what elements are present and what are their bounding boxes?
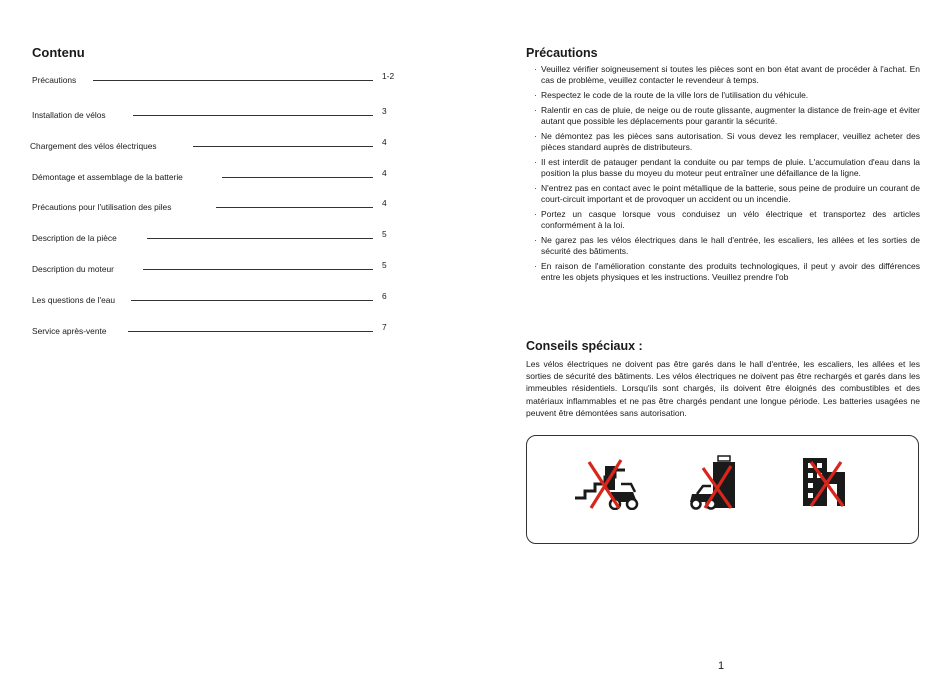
- precaution-item: [526, 157, 920, 179]
- precaution-item: [526, 105, 920, 127]
- toc-leader-line: [216, 207, 373, 208]
- toc-leader-line: [143, 269, 373, 270]
- toc-leader-line: [147, 238, 373, 239]
- toc-entry-label: Précautions: [32, 75, 77, 85]
- toc-entry: [32, 170, 412, 184]
- toc-entry-page: 7: [382, 322, 387, 332]
- bullet: ·: [534, 131, 537, 141]
- toc-leader-line: [128, 331, 373, 332]
- pictogram-box: [526, 435, 919, 544]
- toc-entry-page: 5: [382, 260, 387, 270]
- precaution-text: Veuillez vérifier soigneusement si toutes les pièces sont en bon état avant de procéder à l'achat. En cas de problème, veuillez contacter le revendeur à temps.: [541, 64, 920, 85]
- page-number: 1: [718, 660, 725, 672]
- precautions-title: Précautions: [526, 46, 598, 60]
- toc-entry-label: Démontage et assemblage de la batterie: [32, 172, 183, 182]
- toc-entry: [32, 200, 412, 214]
- toc-entry-label: Service après-vente: [32, 326, 107, 336]
- toc-entry-page: 1-2: [382, 71, 395, 81]
- toc-entry-label: Les questions de l'eau: [32, 295, 116, 305]
- special-text: Les vélos électriques ne doivent pas être garés dans le hall d'entrée, les escaliers, les allées et les sorties de sécurité des bâtiments. Les vélos électriques ne doivent pas être rechargés et garés dans les immeubles résidentiels. Lorsqu'ils sont chargés, ils doivent être éloignés des combustibles et des matériaux inflammables et ne pas être chargés pendant une longue période. Les batteries usagées ne peuvent être démontées sans autorisation.: [526, 359, 920, 418]
- precaution-text: Ralentir en cas de pluie, de neige ou de route glissante, augmenter la distance de frein-age et éviter autant que possible les déplacements pour garantir la sécurité.: [541, 105, 920, 126]
- precaution-text: Respectez le code de la route de la ville lors de l'utilisation du véhicule.: [541, 90, 809, 100]
- bullet: ·: [534, 157, 537, 167]
- precaution-item: [526, 261, 920, 283]
- no-charging-indoors-icon: [687, 454, 753, 510]
- precaution-item: [526, 183, 920, 205]
- toc-entry: [30, 139, 412, 153]
- toc-leader-line: [222, 177, 373, 178]
- toc-entry-page: 4: [382, 168, 387, 178]
- no-parking-stairs-icon: [575, 454, 641, 510]
- toc-entry-label: Description du moteur: [32, 264, 114, 274]
- no-parking-building-icon: [797, 454, 863, 510]
- toc-entry-label: Précautions pour l'utilisation des piles: [32, 202, 172, 212]
- precaution-text: Ne démontez pas les pièces sans autorisation. Si vous devez les remplacer, veuillez acheter des pièces standard auprès de distributeurs.: [541, 131, 920, 152]
- precautions-list: [526, 64, 920, 287]
- toc-entry-page: 3: [382, 106, 387, 116]
- precaution-text: Il est interdit de patauger pendant la conduite ou par temps de pluie. L'accumulation d'eau dans la position la plus basse du moyeu du moteur peut entraîner une défaillance de la ligne.: [541, 157, 920, 178]
- toc-entry-label: Description de la pièce: [32, 233, 117, 243]
- toc-entry: [32, 231, 412, 245]
- toc-entry: [32, 108, 412, 122]
- precaution-text: N'entrez pas en contact avec le point métallique de la batterie, sous peine de produire un courant de court-circuit important et de provoquer un accident ou un incendie.: [541, 183, 920, 204]
- toc-entry-page: 5: [382, 229, 387, 239]
- bullet: ·: [534, 64, 537, 74]
- special-title: Conseils spéciaux :: [526, 339, 643, 353]
- toc-entry-page: 4: [382, 137, 387, 147]
- bullet: ·: [534, 235, 537, 245]
- toc-entry-label: Chargement des vélos électriques: [30, 141, 157, 151]
- precaution-item: [526, 90, 920, 101]
- bullet: ·: [534, 105, 537, 115]
- precaution-text: Ne garez pas les vélos électriques dans le hall d'entrée, les escaliers, les allées et les sorties de sécurité des bâtiments.: [541, 235, 920, 256]
- toc-entry: [32, 73, 412, 87]
- toc-entry-page: 6: [382, 291, 387, 301]
- precaution-item: [526, 235, 920, 257]
- toc-leader-line: [133, 115, 373, 116]
- toc-title: Contenu: [32, 45, 85, 60]
- toc-entry-label: Installation de vélos: [32, 110, 106, 120]
- toc-entry: [32, 324, 412, 338]
- bullet: ·: [534, 90, 537, 100]
- bullet: ·: [534, 183, 537, 193]
- toc-leader-line: [93, 80, 373, 81]
- toc-entry-page: 4: [382, 198, 387, 208]
- precaution-text: En raison de l'amélioration constante des produits technologiques, il peut y avoir des différences entre les objets physiques et les instructions. Veuillez prendre l'ob: [541, 261, 920, 282]
- toc-leader-line: [193, 146, 373, 147]
- precaution-item: [526, 64, 920, 86]
- toc-entry: [32, 293, 412, 307]
- toc-entry: [32, 262, 412, 276]
- precaution-item: [526, 131, 920, 153]
- precaution-item: [526, 209, 920, 231]
- precaution-text: Portez un casque lorsque vous conduisez un vélo électrique et transportez des articles conformément à la loi.: [541, 209, 920, 230]
- bullet: ·: [534, 261, 537, 271]
- toc-leader-line: [131, 300, 373, 301]
- bullet: ·: [534, 209, 537, 219]
